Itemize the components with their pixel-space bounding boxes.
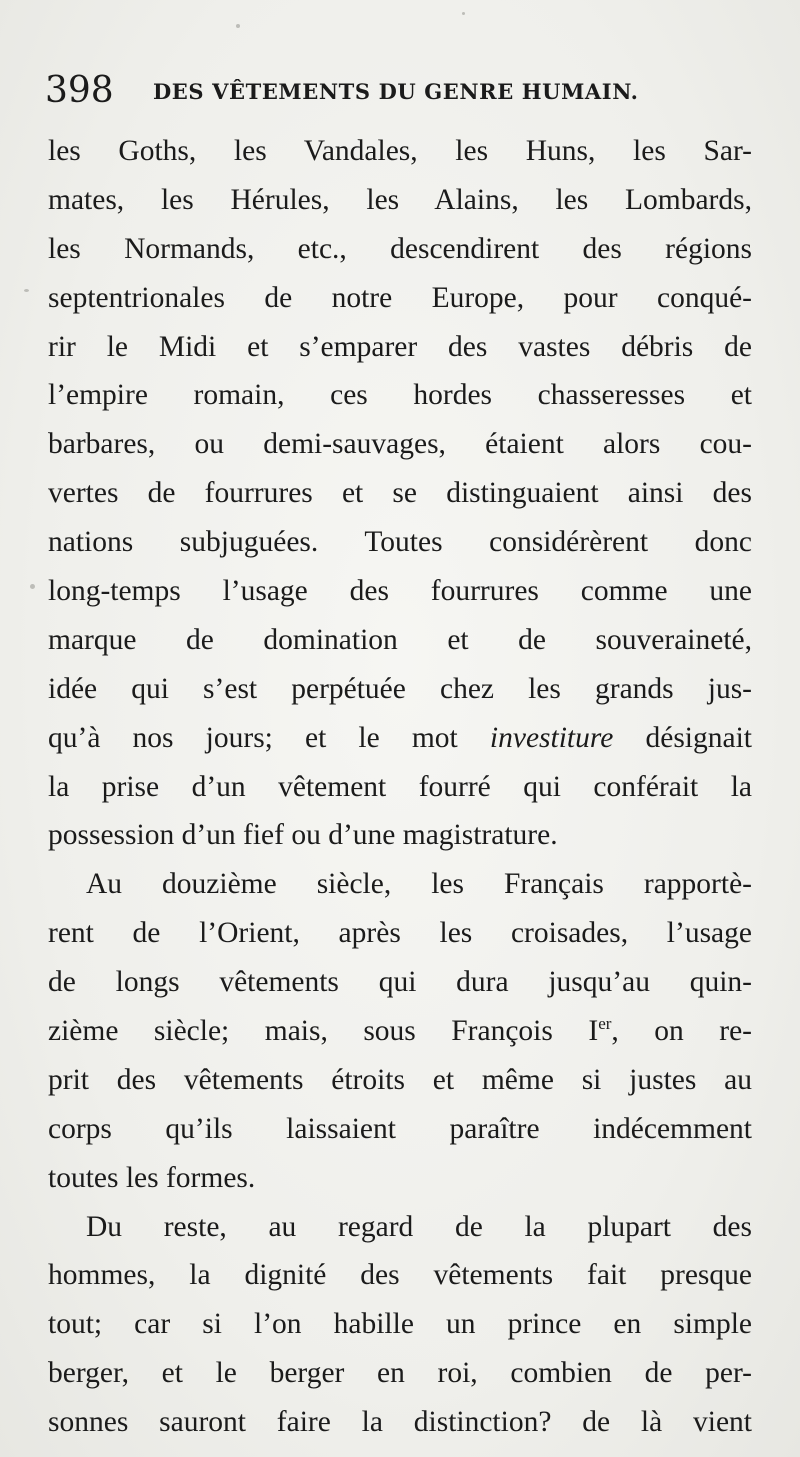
- text-line: rir le Midi et s’emparer des vastes débris de: [48, 330, 752, 363]
- text-line: septentrionales de notre Europe, pour conqué-: [48, 281, 752, 314]
- text-line: [48, 1007, 752, 1056]
- text-line: l’empire romain, ces hordes chasseresses et: [48, 379, 752, 412]
- text-line: la prise d’un vêtement fourré qui conférait la: [48, 770, 752, 803]
- ink-speck: [30, 584, 35, 589]
- superscript: er: [598, 1014, 612, 1034]
- ink-speck: [236, 24, 240, 28]
- text-line: les Normands, etc., descendirent des régions: [48, 232, 752, 265]
- ink-speck: [462, 12, 465, 15]
- text-line: barbares, ou demi-sauvages, étaient alors cou-: [48, 428, 752, 461]
- text-line: sonnes sauront faire la distinction? de là vient: [48, 1406, 752, 1439]
- text-line: idée qui s’est perpétuée chez les grands jus-: [48, 672, 752, 705]
- page-header: [45, 66, 745, 116]
- text-segment: , on re-: [611, 1015, 752, 1048]
- text-segment: désignait: [613, 721, 752, 754]
- page-number: 398: [45, 70, 114, 111]
- text-line: rent de l’Orient, après les croisades, l’usage: [48, 917, 752, 950]
- italic-term: investiture: [489, 721, 614, 754]
- text-line: toutes les formes.: [48, 1161, 256, 1194]
- running-title: DES VÊTEMENTS DU GENRE HUMAIN.: [153, 79, 639, 104]
- text-line: corps qu’ils laissaient paraître indécemment: [48, 1112, 752, 1145]
- text-line: long-temps l’usage des fourrures comme une: [48, 575, 752, 608]
- text-line: tout; car si l’on habille un prince en simple: [48, 1308, 752, 1341]
- body-text: [48, 127, 752, 1447]
- text-line: [48, 714, 752, 763]
- text-segment: qu’à nos jours; et le mot: [48, 721, 490, 754]
- text-line: Du reste, au regard de la plupart des: [86, 1210, 752, 1243]
- text-line: Au douzième siècle, les Français rapportè-: [86, 868, 752, 901]
- text-line: nations subjuguées. Toutes considérèrent donc: [48, 526, 752, 559]
- text-line: vertes de fourrures et se distinguaient ainsi des: [48, 477, 752, 510]
- text-line: possession d’un fief ou d’une magistrature.: [48, 819, 558, 852]
- text-line: hommes, la dignité des vêtements fait presque: [48, 1259, 752, 1292]
- text-line: les Goths, les Vandales, les Huns, les Sar-: [48, 135, 752, 167]
- text-line: prit des vêtements étroits et même si justes au: [48, 1063, 752, 1096]
- text-line: mates, les Hérules, les Alains, les Lombards,: [48, 183, 752, 216]
- text-line: marque de domination et de souveraineté,: [48, 623, 752, 656]
- text-segment: zième siècle; mais, sous François I: [48, 1015, 599, 1048]
- text-line: berger, et le berger en roi, combien de per-: [48, 1357, 752, 1390]
- ink-speck: [24, 289, 29, 292]
- text-line: de longs vêtements qui dura jusqu’au quin-: [48, 966, 752, 999]
